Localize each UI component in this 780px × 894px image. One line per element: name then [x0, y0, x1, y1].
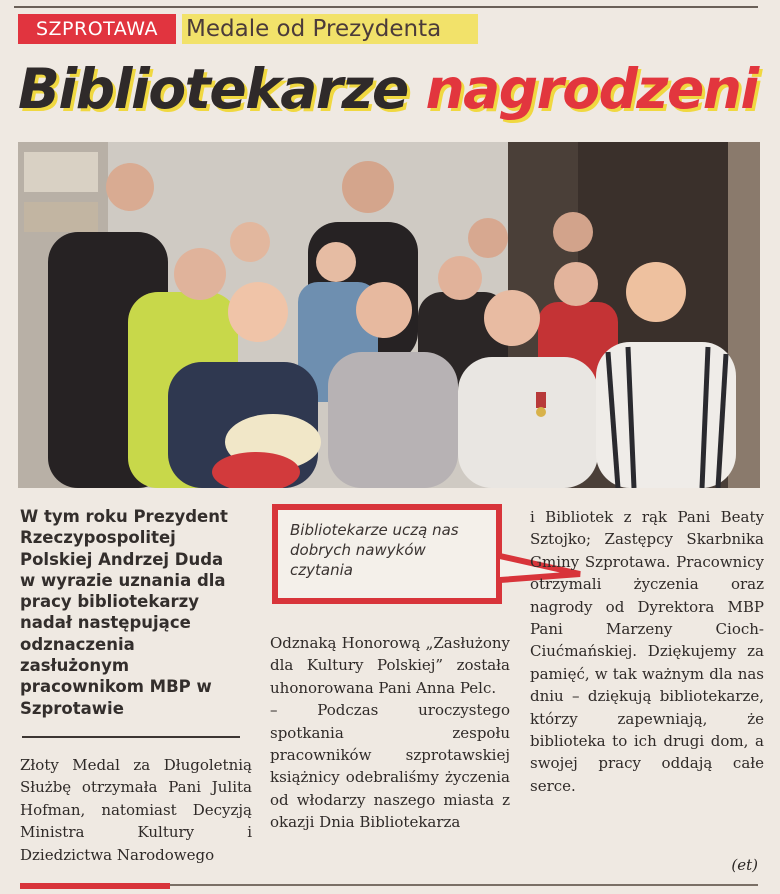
- author-signature: (et): [731, 856, 758, 874]
- headline-part1: Bibliotekarze: [18, 57, 408, 121]
- top-rule: [14, 6, 758, 8]
- group-photo: [18, 142, 760, 488]
- headline: [18, 50, 762, 128]
- headline-part2: nagrodzeni: [425, 57, 758, 121]
- body-text-2: Odznaką Honorową „Zasłużony dla Kultury Polskiej” została uhonorowana Pani Anna Pelc. – Podczas uroczystego spotkania zespołu pracowników szprotawskiej książnicy odebraliśmy życzenia od włodarzy naszego miasta z okazji Dnia Bibliotekarza: [270, 634, 510, 832]
- body-column-2: [270, 632, 510, 834]
- lead-paragraph: W tym roku Prezydent Rzeczypospolitej Polskiej Andrzej Duda w wyrazie uznania dla pracy bibliotekarzy nadał następujące odznaczenia zasłużonym pracownikom MBP w Szprotawie: [20, 507, 228, 718]
- body-text-3: i Bibliotek z rąk Pani Beaty Sztojko; Zastępcy Skarbnika Gminy Szprotawa. Pracownicy otrzymali życzenia oraz nagrody od Dyrektora MBP Pani Marzeny Cioch-Ciućmańskiej. Dziękujemy za pamięć, w tak ważnym dla nas dniu – dziękują bibliotekarze, którzy zapewniają, że biblioteka to ich drugi dom, a swojej pracy oddają całe serce.: [530, 508, 764, 795]
- bottom-accent-bar: [20, 883, 170, 889]
- body-text-1: Złoty Medal za Długoletnią Służbę otrzymała Pani Julita Hofman, natomiast Decyzją Ministra Kultury i Dziedzictwa Narodowego: [20, 756, 252, 864]
- body-column-1: [20, 754, 252, 866]
- group-photo-image: [18, 142, 760, 488]
- kicker: Medale od Prezydenta: [182, 14, 478, 44]
- section-tag: SZPROTAWA: [18, 14, 176, 44]
- body-column-3: [530, 506, 764, 797]
- pull-quote: Bibliotekarze uczą nas dobrych nawyków czytania: [272, 504, 502, 604]
- lead-divider: [22, 736, 240, 738]
